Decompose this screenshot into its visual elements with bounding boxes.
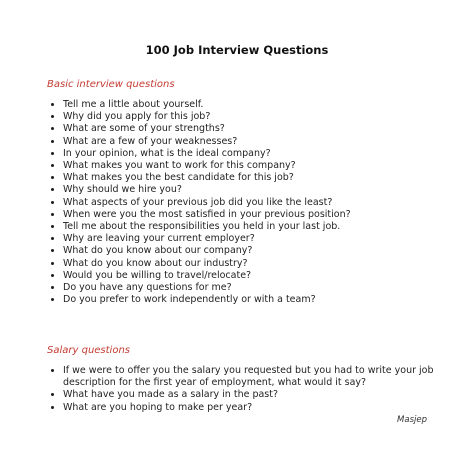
section-heading-basic: Basic interview questions [47, 79, 175, 90]
list-item: • Do you prefer to work independently or with a team? [63, 294, 463, 306]
list-item: • What are you hoping to make per year? [63, 402, 463, 414]
list-item: • What makes you the best candidate for this job? [63, 172, 463, 184]
list-item: • Would you be willing to travel/relocate? [63, 270, 463, 282]
list-item: • What do you know about our company? [63, 245, 463, 257]
list-item: • What have you made as a salary in the past? [63, 389, 463, 401]
list-item: • Why did you apply for this job? [63, 111, 463, 123]
list-item: • What are a few of your weaknesses? [63, 136, 463, 148]
list-item: • If we were to offer you the salary you requested but you had to write your job description for the first year of employment, what would it say? [63, 365, 463, 389]
salary-questions-list [50, 365, 463, 414]
document-title: 100 Job Interview Questions [145, 43, 329, 57]
list-item: • Why are leaving your current employer? [63, 233, 463, 245]
list-item: • What aspects of your previous job did you like the least? [63, 197, 463, 209]
section-heading-salary: Salary questions [47, 345, 131, 356]
basic-questions-list [50, 99, 463, 306]
list-item: • What do you know about our industry? [63, 258, 463, 270]
list-item: • What are some of your strengths? [63, 123, 463, 135]
list-item: • Tell me about the responsibilities you held in your last job. [63, 221, 463, 233]
list-item: • Why should we hire you? [63, 184, 463, 196]
list-item: • When were you the most satisfied in your previous position? [63, 209, 463, 221]
list-item: • Tell me a little about yourself. [63, 99, 463, 111]
list-item: • What makes you want to work for this company? [63, 160, 463, 172]
list-item: • In your opinion, what is the ideal company? [63, 148, 463, 160]
list-item: • Do you have any questions for me? [63, 282, 463, 294]
author-signature: Masjep [397, 415, 427, 425]
